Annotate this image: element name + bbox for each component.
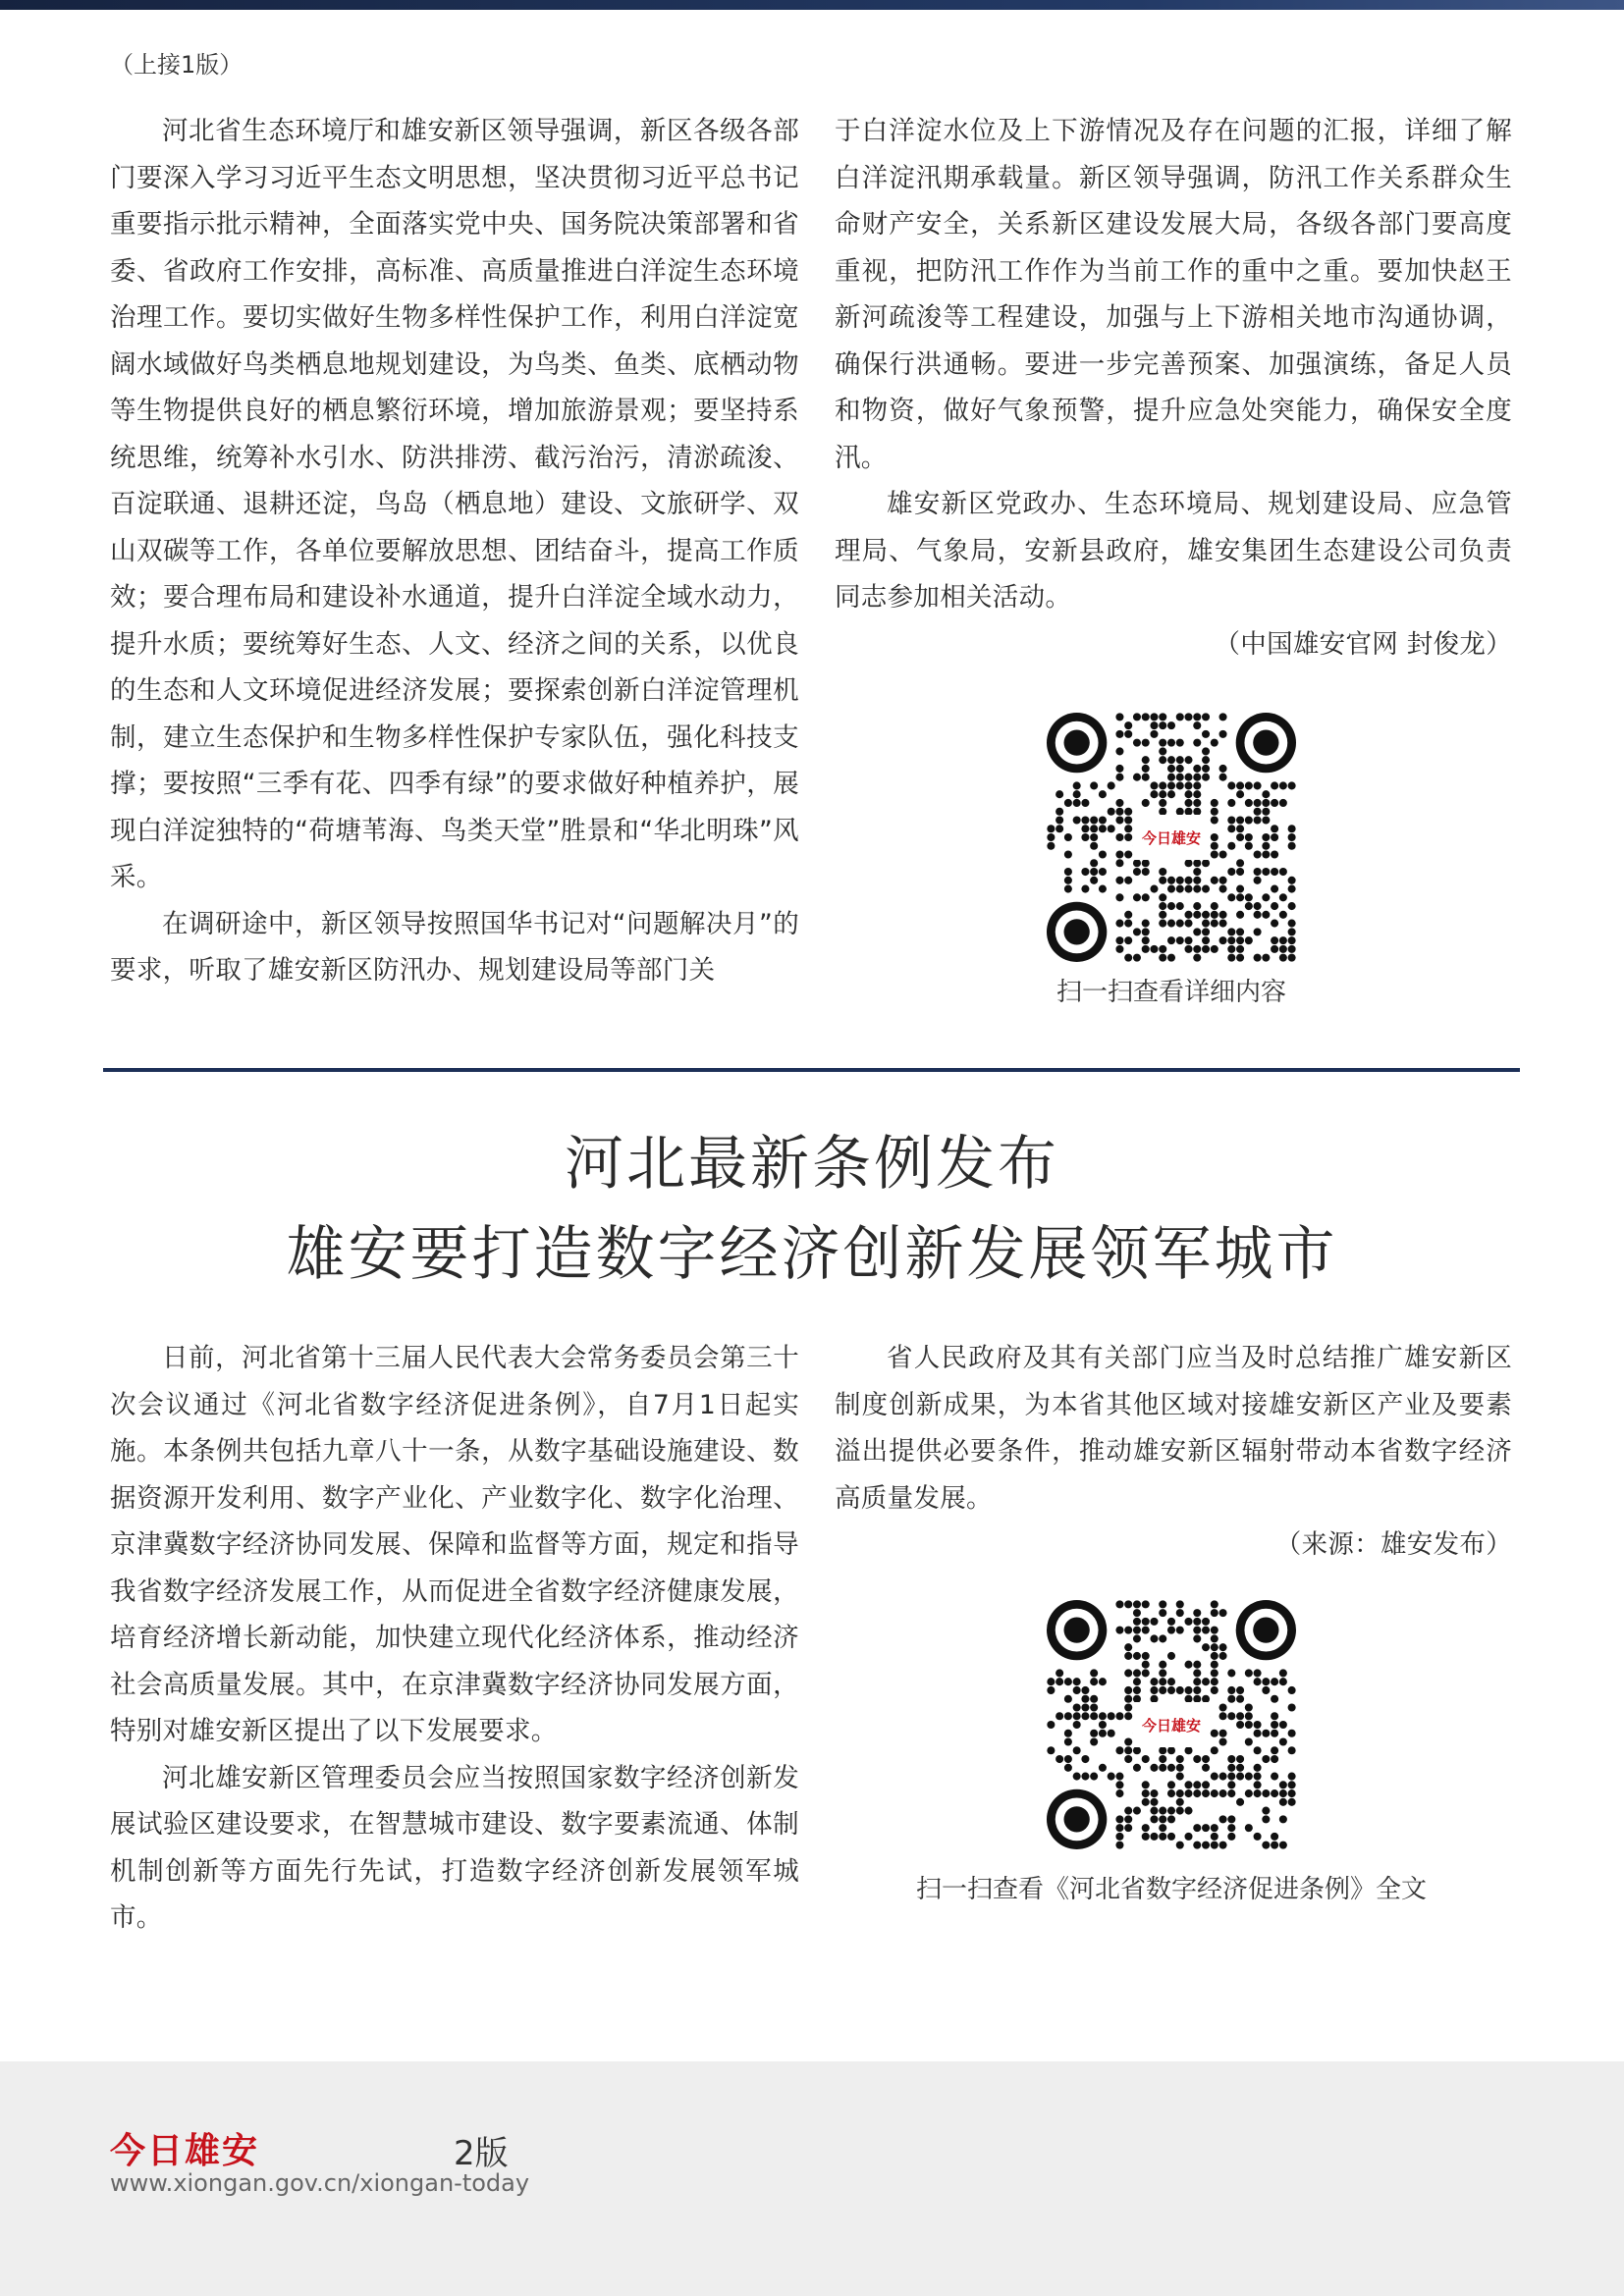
article1-paragraph-1: 河北省生态环境厅和雄安新区领导强调，新区各级各部门要深入学习习近平生态文明思想，坚决贯彻习近平总书记重要指示批示精神，全面落实党中央、国务院决策部署和省委、省政府工作安排，高标准、高质量推进白洋淀生态环境治理工作。要切实做好生物多样性保护工作，利用白洋淀宽阔水域做好鸟类栖息地规划建设，为鸟类、鱼类、底栖动物等生物提供良好的栖息繁衍环境，增加旅游景观；要坚持系统思维，统筹补水引水、防洪排涝、截污治污，清淤疏浚、百淀联通、退耕还淀，鸟岛（栖息地）建设、文旅研学、双山双碳等工作，各单位要解放思想、团结奋斗，提高工作质效；要合理布局和建设补水通道，提升白洋淀全域水动力，提升水质；要统筹好生态、人文、经济之间的关系，以优良的生态和人文环境促进经济发展；要探索创新白洋淀管理机制，建立生态保护和生物多样性保护专家队伍，强化科技支撑；要按照“三季有花、四季有绿”的要求做好种植养护，展现白洋淀独特的“荷塘苇海、鸟类天堂”胜景和“华北明珠”风采。: [110, 116, 799, 892]
article1-column-left: [110, 108, 799, 994]
article1-qr-code[interactable]: [1047, 713, 1296, 962]
article2-column-left: [110, 1335, 799, 1942]
article1-paragraph-2-continued: 于白洋淀水位及上下游情况及存在问题的汇报，详细了解白洋淀汛期承载量。新区领导强调，防汛工作关系群众生命财产安全，关系新区建设发展大局，各级各部门要高度重视，把防汛工作作为当前工作的重中之重。要加快赵王新河疏浚等工程建设，加强与上下游相关地市沟通协调，确保行洪通畅。要进一步完善预案、加强演练，备足人员和物资，做好气象预警，提升应急处突能力，确保安全度汛。: [835, 116, 1512, 473]
qr-logo: 今日雄安: [1133, 1702, 1210, 1747]
top-color-bar: [0, 0, 1624, 10]
footer-url-link[interactable]: www.xiongan.gov.cn/xiongan-today: [110, 2169, 530, 2197]
article2-headline-line2: 雄安要打造数字经济创新发展领军城市: [286, 1220, 1338, 1289]
qr-logo: 今日雄安: [1133, 815, 1210, 860]
article2-qr-caption: 扫一扫查看《河北省数字经济促进条例》全文: [915, 1875, 1427, 1904]
article2-qr-code[interactable]: [1047, 1600, 1296, 1849]
article2-headline-line1: 河北最新条例发布: [565, 1130, 1059, 1199]
footer-logo: 今日雄安: [110, 2130, 260, 2171]
article2-source: （来源：雄安发布）: [1274, 1529, 1512, 1560]
footer-page-number: 2版: [454, 2134, 509, 2173]
article1-paragraph-2: 在调研途中，新区领导按照国华书记对“问题解决月”的要求，听取了雄安新区防汛办、规划建设局等部门关: [110, 908, 799, 986]
article1-paragraph-3: 雄安新区党政办、生态环境局、规划建设局、应急管理局、气象局，安新县政府，雄安集团生态建设公司负责同志参加相关活动。: [835, 489, 1512, 613]
article2-column-right: [835, 1335, 1512, 1569]
continued-label: （上接1版）: [110, 51, 244, 79]
article1-column-right: [835, 108, 1512, 667]
article2-paragraph-2: 河北雄安新区管理委员会应当按照国家数字经济创新发展试验区建设要求，在智慧城市建设、数字要素流通、体制机制创新等方面先行先试，打造数字经济创新发展领军城市。: [110, 1762, 799, 1933]
article2-paragraph-3: 省人民政府及其有关部门应当及时总结推广雄安新区制度创新成果，为本省其他区域对接雄安新区产业及要素溢出提供必要条件，推动雄安新区辐射带动本省数字经济高质量发展。: [835, 1343, 1512, 1514]
article2-paragraph-1: 日前，河北省第十三届人民代表大会常务委员会第三十次会议通过《河北省数字经济促进条例》，自7月1日起实施。本条例共包括九章八十一条，从数字基础设施建设、数据资源开发利用、数字产业化、产业数字化、数字化治理、京津冀数字经济协同发展、保障和监督等方面，规定和指导我省数字经济发展工作，从而促进全省数字经济健康发展，培育经济增长新动能，加快建立现代化经济体系，推动经济社会高质量发展。其中，在京津冀数字经济协同发展方面，特别对雄安新区提出了以下发展要求。: [110, 1343, 799, 1746]
article1-source: （中国雄安官网 封俊龙）: [1214, 628, 1512, 660]
article1-qr-caption: 扫一扫查看详细内容: [1056, 978, 1286, 1007]
section-divider: [103, 1068, 1520, 1072]
